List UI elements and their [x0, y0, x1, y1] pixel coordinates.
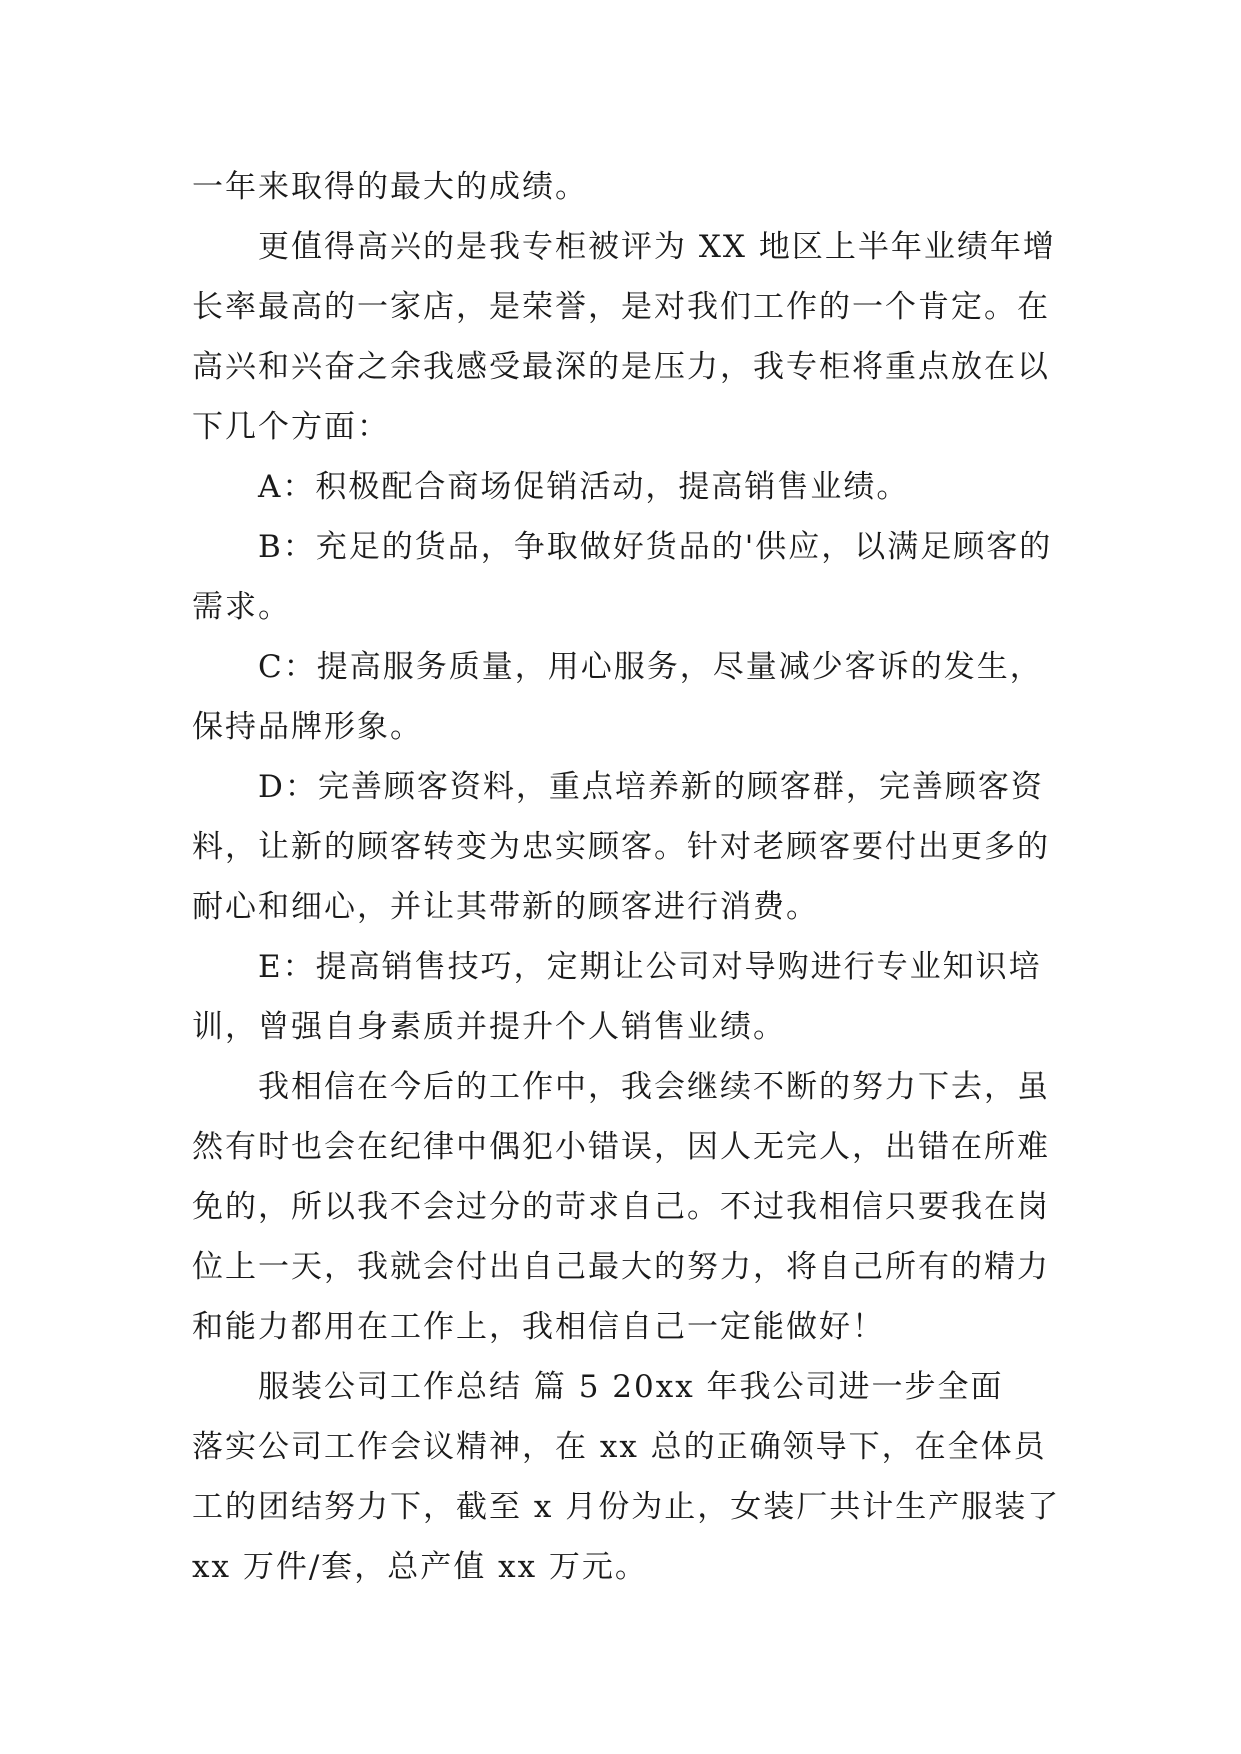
text-line: 需求。	[192, 589, 291, 625]
text-line: 料，让新的顾客转变为忠实顾客。针对老顾客要付出更多的	[192, 829, 1050, 865]
text-line: 落实公司工作会议精神，在 xx 总的正确领导下，在全体员	[192, 1429, 1047, 1465]
text-line: C：提高服务质量，用心服务，尽量减少客诉的发生，	[258, 649, 1043, 685]
text-line: A：积极配合商场促销活动，提高销售业绩。	[258, 469, 910, 505]
text-line: 长率最高的一家店，是荣誉，是对我们工作的一个肯定。在	[192, 289, 1050, 325]
text-line: 下几个方面：	[192, 409, 390, 445]
text-line: xx 万件/套，总产值 xx 万元。	[192, 1549, 648, 1585]
text-line: B：充足的货品，争取做好货品的'供应，以满足顾客的	[258, 529, 1053, 565]
text-line: D：完善顾客资料，重点培养新的顾客群，完善顾客资	[258, 769, 1044, 805]
text-line: 高兴和兴奋之余我感受最深的是压力，我专柜将重点放在以	[192, 349, 1050, 385]
text-line: 免的，所以我不会过分的苛求自己。不过我相信只要我在岗	[192, 1189, 1050, 1225]
text-line: 位上一天，我就会付出自己最大的努力，将自己所有的精力	[192, 1249, 1050, 1285]
text-line: 更值得高兴的是我专柜被评为 XX 地区上半年业绩年增	[258, 229, 1056, 265]
text-line: E：提高销售技巧，定期让公司对导购进行专业知识培	[258, 949, 1042, 985]
document-body	[192, 157, 1061, 1597]
text-line: 保持品牌形象。	[192, 709, 423, 745]
text-line: 服装公司工作总结 篇 5 20xx 年我公司进一步全面	[258, 1369, 1004, 1405]
text-line: 工的团结努力下，截至 x 月份为止，女装厂共计生产服装了	[192, 1489, 1061, 1525]
text-line: 训，曾强自身素质并提升个人销售业绩。	[192, 1009, 786, 1045]
text-line: 然有时也会在纪律中偶犯小错误，因人无完人，出错在所难	[192, 1129, 1050, 1165]
text-line: 我相信在今后的工作中，我会继续不断的努力下去，虽	[258, 1069, 1050, 1105]
text-line: 一年来取得的最大的成绩。	[192, 169, 588, 205]
text-line: 耐心和细心，并让其带新的顾客进行消费。	[192, 889, 819, 925]
text-line: 和能力都用在工作上，我相信自己一定能做好！	[192, 1309, 885, 1345]
